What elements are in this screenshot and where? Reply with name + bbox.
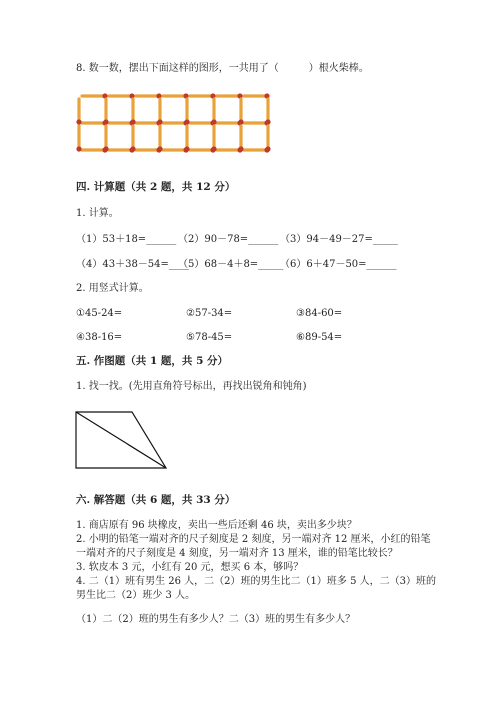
section-5-heading: 五. 作图题（共 1 题，共 5 分） (76, 355, 229, 367)
trapezoid-figure (74, 410, 170, 472)
calc-item-6: （6）6＋47－50=______ (280, 259, 397, 270)
trapezoid-diagonal (76, 412, 166, 468)
section-4-q1-label: 1. 计算。 (76, 208, 119, 219)
calc-item-2: （2）90－78=______ (178, 234, 279, 245)
vertical-calc-1: ①45-24= (76, 308, 123, 319)
answer-line-6: 男生比二（2）班少 3 人。 (76, 590, 196, 601)
match-head (211, 146, 216, 151)
match-head (103, 146, 108, 151)
question-8-text: 8. 数一数，摆出下面这样的图形，一共用了（ ）根火柴棒。 (76, 63, 369, 74)
match-head (157, 119, 162, 124)
calc-item-5: （5）68－4＋8=_____ (178, 259, 284, 270)
match-head (265, 146, 270, 151)
matchstick-figure (76, 93, 276, 157)
match-head (130, 146, 135, 151)
answer-line-3: 一端对齐的尺子刻度是 4 刻度，另一端对齐 13 厘米，谁的铅笔比较长？ (76, 548, 398, 559)
match-head (184, 119, 189, 124)
vertical-calc-4: ④38-16= (76, 332, 123, 343)
match-head (238, 146, 243, 151)
match-head (265, 119, 270, 124)
match-head (76, 146, 81, 151)
section-6-heading: 六. 解答题（共 6 题，共 33 分） (76, 494, 236, 506)
section-4-q2-label: 2. 用竖式计算。 (76, 283, 149, 294)
vertical-calc-5: ⑤78-45= (186, 332, 233, 343)
answer-line-4: 3. 软皮本 3 元，小红有 20 元，想买 6 本，够吗？ (76, 562, 304, 573)
answer-line-2: 2. 小明的铅笔一端对齐的尺子刻度是 2 刻度，另一端对齐 12 厘米，小红的铅笔 (76, 534, 431, 545)
match-head (157, 146, 162, 151)
match-head (184, 146, 189, 151)
vertical-calc-6: ⑥89-54= (296, 332, 343, 343)
calc-item-4: （4）43＋38－54=____ (76, 259, 189, 270)
vertical-calc-2: ②57-34= (186, 308, 233, 319)
calc-item-3: （3）94－49－27=_____ (280, 234, 398, 245)
answer-line-5: 4. 二（1）班有男生 26 人，二（2）班的男生比二（1）班多 5 人，二（3）班的 (76, 576, 436, 587)
answer-sub-question-1: （1）二（2）班的男生有多少人？二（3）班的男生有多少人？ (76, 614, 356, 625)
match-head (211, 119, 216, 124)
match-head (238, 119, 243, 124)
answer-line-1: 1. 商店原有 96 块橡皮，卖出一些后还剩 46 块，卖出多少块？ (76, 520, 357, 531)
section-4-heading: 四. 计算题（共 2 题，共 12 分） (76, 181, 236, 193)
calc-item-1: （1）53＋18=______ (76, 234, 177, 245)
match-head (103, 119, 108, 124)
matchsticks (76, 93, 270, 152)
vertical-calc-3: ③84-60= (296, 308, 343, 319)
section-5-q1-text: 1. 找一找。(先用直角符号标出，再找出锐角和钝角) (76, 381, 307, 392)
match-head (76, 119, 81, 124)
match-head (130, 119, 135, 124)
